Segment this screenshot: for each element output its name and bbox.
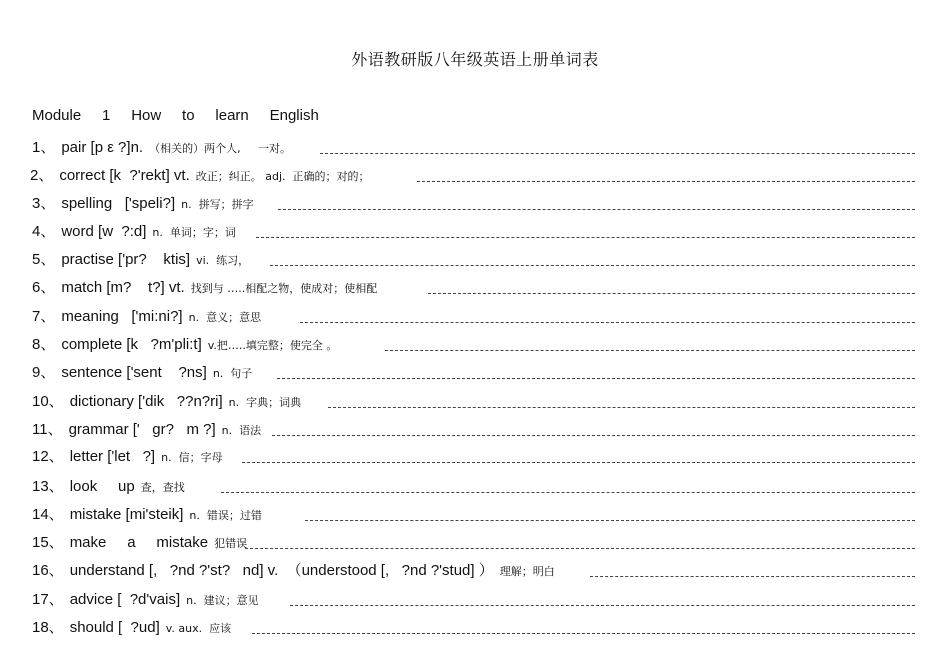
answer-line [278, 209, 915, 210]
entry-definition: n. 语法 [221, 424, 262, 437]
vocab-entry [32, 418, 261, 440]
entry-number: 6、 [32, 279, 56, 296]
entry-phonetic: ['dik ??n?ri] [133, 393, 223, 410]
entry-phonetic: [k ?m'pli:t] [122, 336, 202, 353]
entry-definition: vi. 练习， [196, 254, 250, 267]
entry-number: 16、 [32, 562, 64, 579]
entry-number: 10、 [32, 393, 64, 410]
answer-line [385, 350, 915, 351]
vocab-entry [32, 361, 252, 383]
entry-number: 18、 [32, 619, 64, 636]
entry-phonetic: ['speli?] [112, 195, 176, 212]
entry-word: make a mistake [69, 534, 209, 551]
entry-definition: n. 单词；字；词 [152, 226, 236, 239]
entry-word: practise [61, 251, 114, 268]
entry-number: 3、 [32, 195, 56, 212]
answer-line [242, 462, 915, 463]
answer-line [277, 378, 915, 379]
entry-number: 14、 [32, 506, 64, 523]
entry-number: 1、 [32, 139, 56, 156]
answer-line [590, 576, 915, 577]
vocab-entry [32, 220, 236, 242]
vocab-entry [32, 305, 261, 327]
entry-definition: 犯错误 [214, 537, 248, 550]
answer-line [305, 520, 915, 521]
entry-definition: 改正；纠正。 adj. 正确的；对的； [195, 170, 370, 183]
entry-number: 15、 [32, 534, 64, 551]
vocab-entry [32, 475, 185, 497]
vocab-entry [32, 531, 247, 553]
answer-line [417, 181, 915, 182]
vocab-entry [32, 248, 249, 270]
entry-phonetic: [ ?ud] [113, 619, 160, 636]
entry-word: look up [69, 478, 135, 495]
entry-definition: 找到与 …..相配之物，使成对；使相配 [190, 282, 378, 295]
answer-line [270, 265, 915, 266]
entry-phonetic: [m? t?] vt. [102, 279, 185, 296]
answer-line [300, 322, 915, 323]
entry-definition: （相关的）两个人, 一对。 [149, 142, 292, 155]
answer-line [245, 548, 915, 549]
entry-definition: n. 意义；意思 [188, 311, 262, 324]
entry-number: 11、 [32, 421, 63, 438]
answer-line [328, 407, 915, 408]
answer-line [320, 153, 915, 154]
entry-word: mistake [69, 506, 122, 523]
answer-line [428, 293, 915, 294]
entry-phonetic: [ ?d'vais] [113, 591, 181, 608]
vocab-entry [32, 616, 231, 638]
entry-word: sentence [61, 364, 123, 381]
entry-number: 13、 [32, 478, 64, 495]
entry-phonetic: [mi'steik] [121, 506, 184, 523]
page-title: 外语教研版八年级英语上册单词表 [351, 50, 599, 69]
entry-phonetic: [' gr? m ?] [128, 421, 216, 438]
entry-word: word [61, 223, 94, 240]
entry-word: letter [69, 448, 104, 465]
entry-word: pair [61, 139, 87, 156]
answer-line [252, 633, 915, 634]
entry-word: should [69, 619, 114, 636]
entry-definition: n. 字典；词典 [228, 396, 302, 409]
entry-definition: n. 建议；意见 [186, 594, 259, 607]
entry-definition: 查，查找 [140, 481, 185, 494]
entry-word: spelling [61, 195, 113, 212]
entry-word: understand [69, 562, 145, 579]
vocab-entry [32, 192, 254, 214]
entry-phonetic: [, ?nd ?'st? nd] v. （understood [, ?nd ?'stud] ） [144, 562, 494, 579]
vocab-entry [32, 136, 291, 158]
entry-word: advice [69, 591, 114, 608]
vocab-entry [32, 390, 301, 412]
entry-phonetic: ['let ?] [103, 448, 156, 465]
entry-word: complete [61, 336, 123, 353]
vocab-entry [32, 333, 337, 355]
entry-number: 8、 [32, 336, 56, 353]
answer-line [272, 435, 915, 436]
entry-phonetic: [k ?'rekt] vt. [105, 167, 190, 184]
entry-phonetic: ['sent ?ns] [122, 364, 207, 381]
entry-number: 12、 [32, 448, 64, 465]
answer-line [290, 605, 915, 606]
vocab-entry [32, 503, 262, 525]
entry-number: 17、 [32, 591, 64, 608]
answer-line [221, 492, 915, 493]
entry-number: 5、 [32, 251, 56, 268]
entry-phonetic: ['mi:ni?] [118, 308, 183, 325]
entry-definition: n. 拼写；拼字 [181, 198, 254, 211]
entry-number: 9、 [32, 364, 56, 381]
vocab-entry [30, 164, 370, 186]
entry-word: dictionary [69, 393, 134, 410]
entry-definition: v. aux. 应该 [165, 622, 232, 635]
entry-phonetic: [p ε ?]n. [86, 139, 144, 156]
entry-word: correct [59, 167, 106, 184]
entry-definition: n. 信；字母 [161, 451, 223, 464]
entry-number: 7、 [32, 308, 56, 325]
entry-word: meaning [61, 308, 119, 325]
module-heading: Module 1 How to learn English [32, 107, 319, 124]
vocab-entry [32, 276, 377, 298]
entry-phonetic: [w ?:d] [93, 223, 147, 240]
entry-word: match [61, 279, 103, 296]
vocab-entry [32, 445, 223, 467]
entry-definition: 理解；明白 [499, 565, 555, 578]
vocab-entry [32, 559, 555, 581]
entry-phonetic: ['pr? ktis] [113, 251, 191, 268]
entry-definition: n. 错误；过错 [189, 509, 262, 522]
entry-number: 2、 [30, 167, 54, 184]
entry-definition: n. 句子 [212, 367, 253, 380]
vocab-entry [32, 588, 259, 610]
entry-definition: v.把…..填完整；使完全 。 [207, 339, 338, 352]
entry-number: 4、 [32, 223, 56, 240]
answer-line [256, 237, 915, 238]
entry-word: grammar [68, 421, 129, 438]
